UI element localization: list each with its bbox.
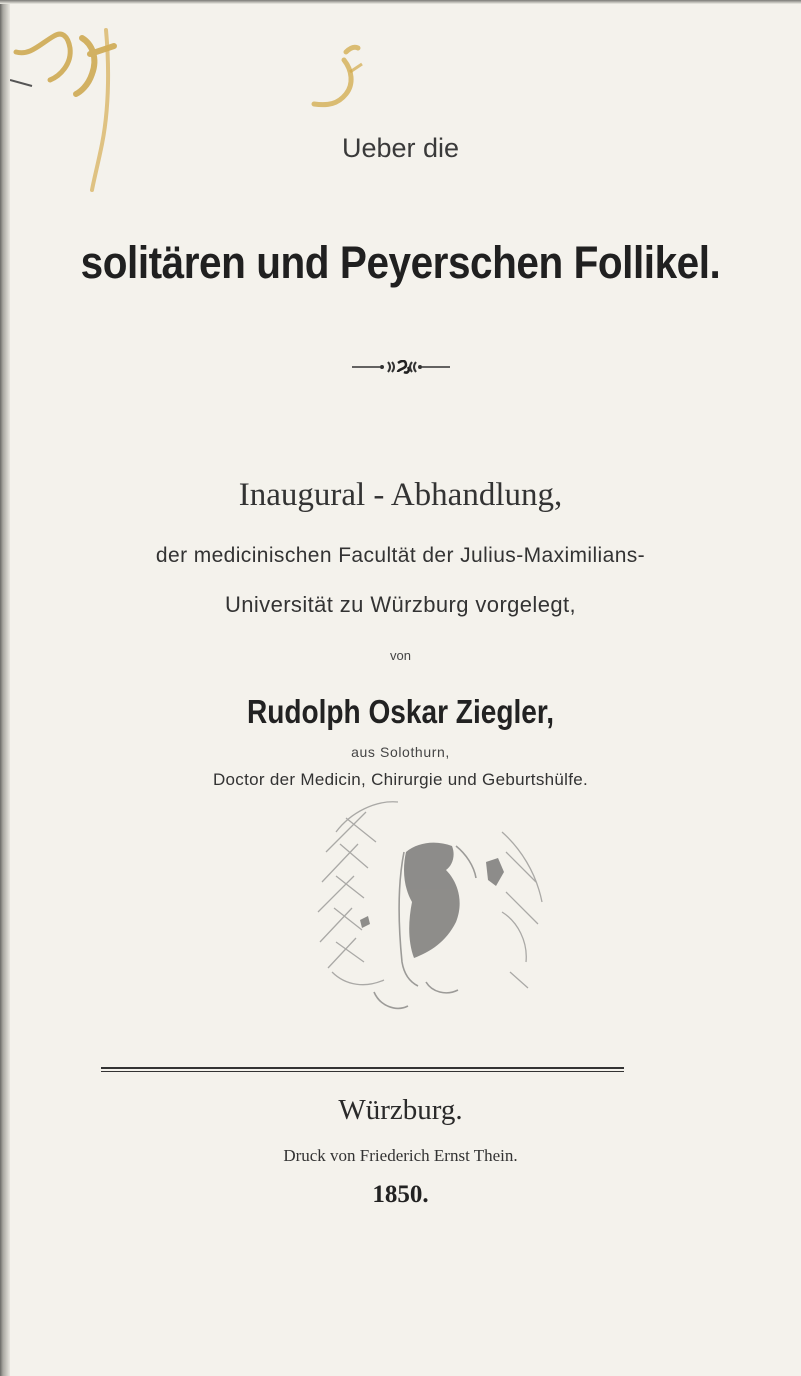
- submission-line-1: der medicinischen Facultät der Julius-Maximilians-: [155, 544, 646, 567]
- page-top-edge: [0, 0, 801, 4]
- by-line: von: [390, 648, 411, 663]
- imprint-city: Würzburg.: [338, 1094, 463, 1126]
- page-binding-edge: [0, 0, 10, 1376]
- library-stamp-icon: [306, 792, 566, 1020]
- main-title: solitären und Peyerschen Follikel.: [80, 237, 721, 288]
- imprint-year: 1850.: [372, 1181, 429, 1208]
- pencil-annotation-icon: [10, 14, 370, 194]
- submission-line-2: Universität zu Würzburg vorgelegt,: [224, 592, 577, 617]
- author-origin: aus Solothurn,: [351, 744, 450, 760]
- author-degree: Doctor der Medicin, Chirurgie und Geburtshülfe.: [212, 770, 589, 789]
- pre-title: Ueber die: [341, 133, 460, 163]
- double-rule-top: [101, 1067, 624, 1069]
- typographic-divider-ornament-icon: [352, 360, 450, 374]
- author-name: Rudolph Oskar Ziegler,: [246, 693, 555, 730]
- dissertation-type: Inaugural - Abhandlung,: [238, 477, 563, 513]
- double-rule-bottom: [101, 1071, 624, 1072]
- imprint-printer: Druck von Friederich Ernst Thein.: [283, 1146, 518, 1165]
